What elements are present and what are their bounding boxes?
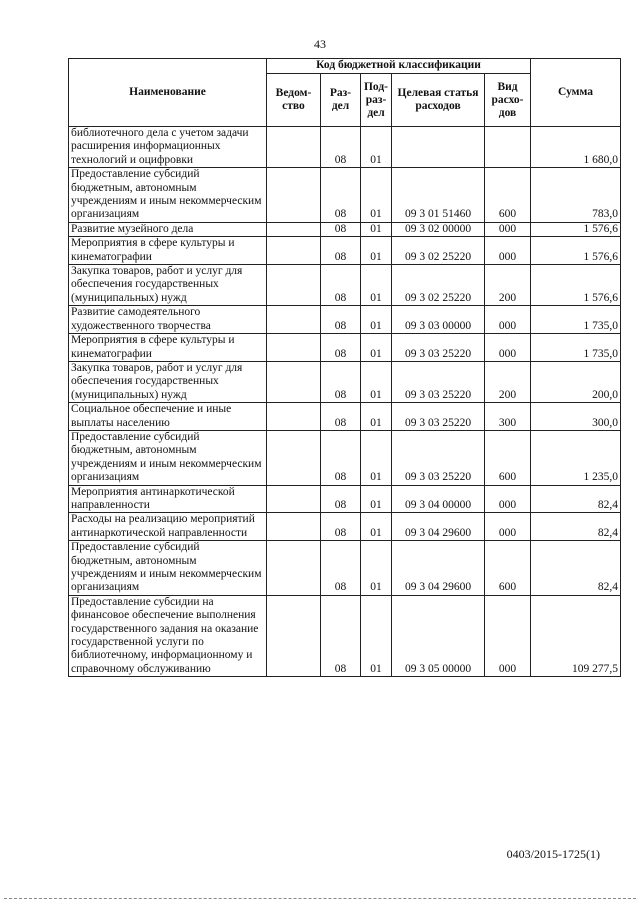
row-podrazdel: 01 — [361, 127, 392, 168]
row-name: Закупка товаров, работ и услуг для обеспечения государственных (муниципальных) нужд — [69, 265, 267, 306]
row-razdel: 08 — [321, 430, 361, 485]
row-vid: 600 — [485, 541, 531, 596]
row-vedomstvo — [267, 306, 321, 334]
row-vid: 000 — [485, 222, 531, 236]
row-csr: 09 3 03 25220 — [392, 403, 485, 431]
row-vid: 600 — [485, 168, 531, 223]
row-name: Мероприятия в сфере культуры и кинематографии — [69, 237, 267, 265]
row-vid: 000 — [485, 306, 531, 334]
row-podrazdel: 01 — [361, 541, 392, 596]
table-row — [69, 485, 621, 513]
row-razdel: 08 — [321, 265, 361, 306]
table-row — [69, 430, 621, 485]
row-sum: 783,0 — [531, 168, 621, 223]
row-vedomstvo — [267, 595, 321, 676]
row-vid: 000 — [485, 513, 531, 541]
page-number: 43 — [314, 37, 326, 51]
row-vid: 000 — [485, 595, 531, 676]
row-csr: 09 3 01 51460 — [392, 168, 485, 223]
row-csr: 09 3 02 25220 — [392, 237, 485, 265]
row-sum: 1 735,0 — [531, 334, 621, 362]
row-razdel: 08 — [321, 541, 361, 596]
table-row — [69, 168, 621, 223]
row-vid: 300 — [485, 403, 531, 431]
budget-table — [68, 58, 621, 677]
table-row — [69, 237, 621, 265]
table-row — [69, 541, 621, 596]
row-csr: 09 3 03 00000 — [392, 306, 485, 334]
scan-edge-divider — [4, 898, 636, 899]
row-razdel: 08 — [321, 595, 361, 676]
table-row — [69, 361, 621, 402]
row-csr: 09 3 03 25220 — [392, 361, 485, 402]
col-header-group: Код бюджетной классификации — [267, 59, 531, 74]
row-razdel: 08 — [321, 237, 361, 265]
row-vedomstvo — [267, 541, 321, 596]
row-name: библиотечного дела с учетом задачи расширения информационных технологий и оцифровки — [69, 127, 267, 168]
row-razdel: 08 — [321, 361, 361, 402]
row-podrazdel: 01 — [361, 265, 392, 306]
row-name: Предоставление субсидий бюджетным, автономным учреждениям и иным некоммерческим организациям — [69, 430, 267, 485]
row-podrazdel: 01 — [361, 513, 392, 541]
row-razdel: 08 — [321, 485, 361, 513]
row-razdel: 08 — [321, 306, 361, 334]
row-vedomstvo — [267, 168, 321, 223]
row-razdel: 08 — [321, 513, 361, 541]
row-csr: 09 3 04 00000 — [392, 485, 485, 513]
table-row — [69, 403, 621, 431]
row-sum: 1 735,0 — [531, 306, 621, 334]
row-vedomstvo — [267, 265, 321, 306]
row-razdel: 08 — [321, 403, 361, 431]
table-row — [69, 265, 621, 306]
col-header-podrazdel: Под-раз-дел — [361, 74, 392, 127]
table-row — [69, 334, 621, 362]
row-podrazdel: 01 — [361, 237, 392, 265]
row-razdel: 08 — [321, 127, 361, 168]
row-razdel: 08 — [321, 334, 361, 362]
row-csr: 09 3 04 29600 — [392, 513, 485, 541]
row-vid: 200 — [485, 265, 531, 306]
row-name: Социальное обеспечение и иные выплаты населению — [69, 403, 267, 431]
row-csr: 09 3 03 25220 — [392, 430, 485, 485]
row-podrazdel: 01 — [361, 485, 392, 513]
row-vedomstvo — [267, 237, 321, 265]
row-name: Предоставление субсидии на финансовое обеспечение выполнения государственного задания на оказание государственной услуги по библиотечному, информационному и справочному обслуживанию — [69, 595, 267, 676]
row-csr: 09 3 02 00000 — [392, 222, 485, 236]
row-podrazdel: 01 — [361, 595, 392, 676]
col-header-razdel: Раз-дел — [321, 74, 361, 127]
row-podrazdel: 01 — [361, 403, 392, 431]
table-row — [69, 306, 621, 334]
row-vedomstvo — [267, 403, 321, 431]
row-sum: 82,4 — [531, 513, 621, 541]
row-vid: 200 — [485, 361, 531, 402]
row-sum: 82,4 — [531, 541, 621, 596]
col-header-vedomstvo: Ведом-ство — [267, 74, 321, 127]
row-name: Предоставление субсидий бюджетным, автономным учреждениям и иным некоммерческим организациям — [69, 541, 267, 596]
col-header-vid: Вид расхо-дов — [485, 74, 531, 127]
row-podrazdel: 01 — [361, 361, 392, 402]
row-vid: 000 — [485, 485, 531, 513]
row-csr: 09 3 03 25220 — [392, 334, 485, 362]
row-sum: 1 576,6 — [531, 222, 621, 236]
row-vedomstvo — [267, 361, 321, 402]
row-podrazdel: 01 — [361, 430, 392, 485]
col-header-csr: Целевая статья расходов — [392, 74, 485, 127]
row-csr: 09 3 05 00000 — [392, 595, 485, 676]
row-name: Развитие самодеятельного художественного творчества — [69, 306, 267, 334]
row-vid: 000 — [485, 237, 531, 265]
row-podrazdel: 01 — [361, 222, 392, 236]
row-sum: 300,0 — [531, 403, 621, 431]
row-sum: 1 576,6 — [531, 237, 621, 265]
row-name: Закупка товаров, работ и услуг для обеспечения государственных (муниципальных) нужд — [69, 361, 267, 402]
row-name: Предоставление субсидий бюджетным, автономным учреждениям и иным некоммерческим организациям — [69, 168, 267, 223]
row-sum: 200,0 — [531, 361, 621, 402]
row-vedomstvo — [267, 513, 321, 541]
col-header-name: Наименование — [69, 59, 267, 127]
row-podrazdel: 01 — [361, 306, 392, 334]
row-vedomstvo — [267, 430, 321, 485]
row-vid: 600 — [485, 430, 531, 485]
row-name: Мероприятия в сфере культуры и кинематографии — [69, 334, 267, 362]
row-razdel: 08 — [321, 168, 361, 223]
row-vid — [485, 127, 531, 168]
row-vedomstvo — [267, 127, 321, 168]
table-row — [69, 222, 621, 236]
table-row — [69, 513, 621, 541]
row-vedomstvo — [267, 222, 321, 236]
row-csr: 09 3 02 25220 — [392, 265, 485, 306]
row-podrazdel: 01 — [361, 334, 392, 362]
row-sum: 82,4 — [531, 485, 621, 513]
row-sum: 1 576,6 — [531, 265, 621, 306]
row-name: Развитие музейного дела — [69, 222, 267, 236]
row-sum: 1 235,0 — [531, 430, 621, 485]
row-sum: 109 277,5 — [531, 595, 621, 676]
row-podrazdel: 01 — [361, 168, 392, 223]
table-row — [69, 127, 621, 168]
row-csr: 09 3 04 29600 — [392, 541, 485, 596]
row-name: Расходы на реализацию мероприятий антинаркотической направленности — [69, 513, 267, 541]
table-row — [69, 595, 621, 676]
row-csr — [392, 127, 485, 168]
row-vid: 000 — [485, 334, 531, 362]
col-header-sum: Сумма — [531, 59, 621, 127]
row-razdel: 08 — [321, 222, 361, 236]
row-vedomstvo — [267, 485, 321, 513]
row-name: Мероприятия антинаркотической направленности — [69, 485, 267, 513]
row-vedomstvo — [267, 334, 321, 362]
row-sum: 1 680,0 — [531, 127, 621, 168]
document-code: 0403/2015-1725(1) — [506, 847, 600, 861]
